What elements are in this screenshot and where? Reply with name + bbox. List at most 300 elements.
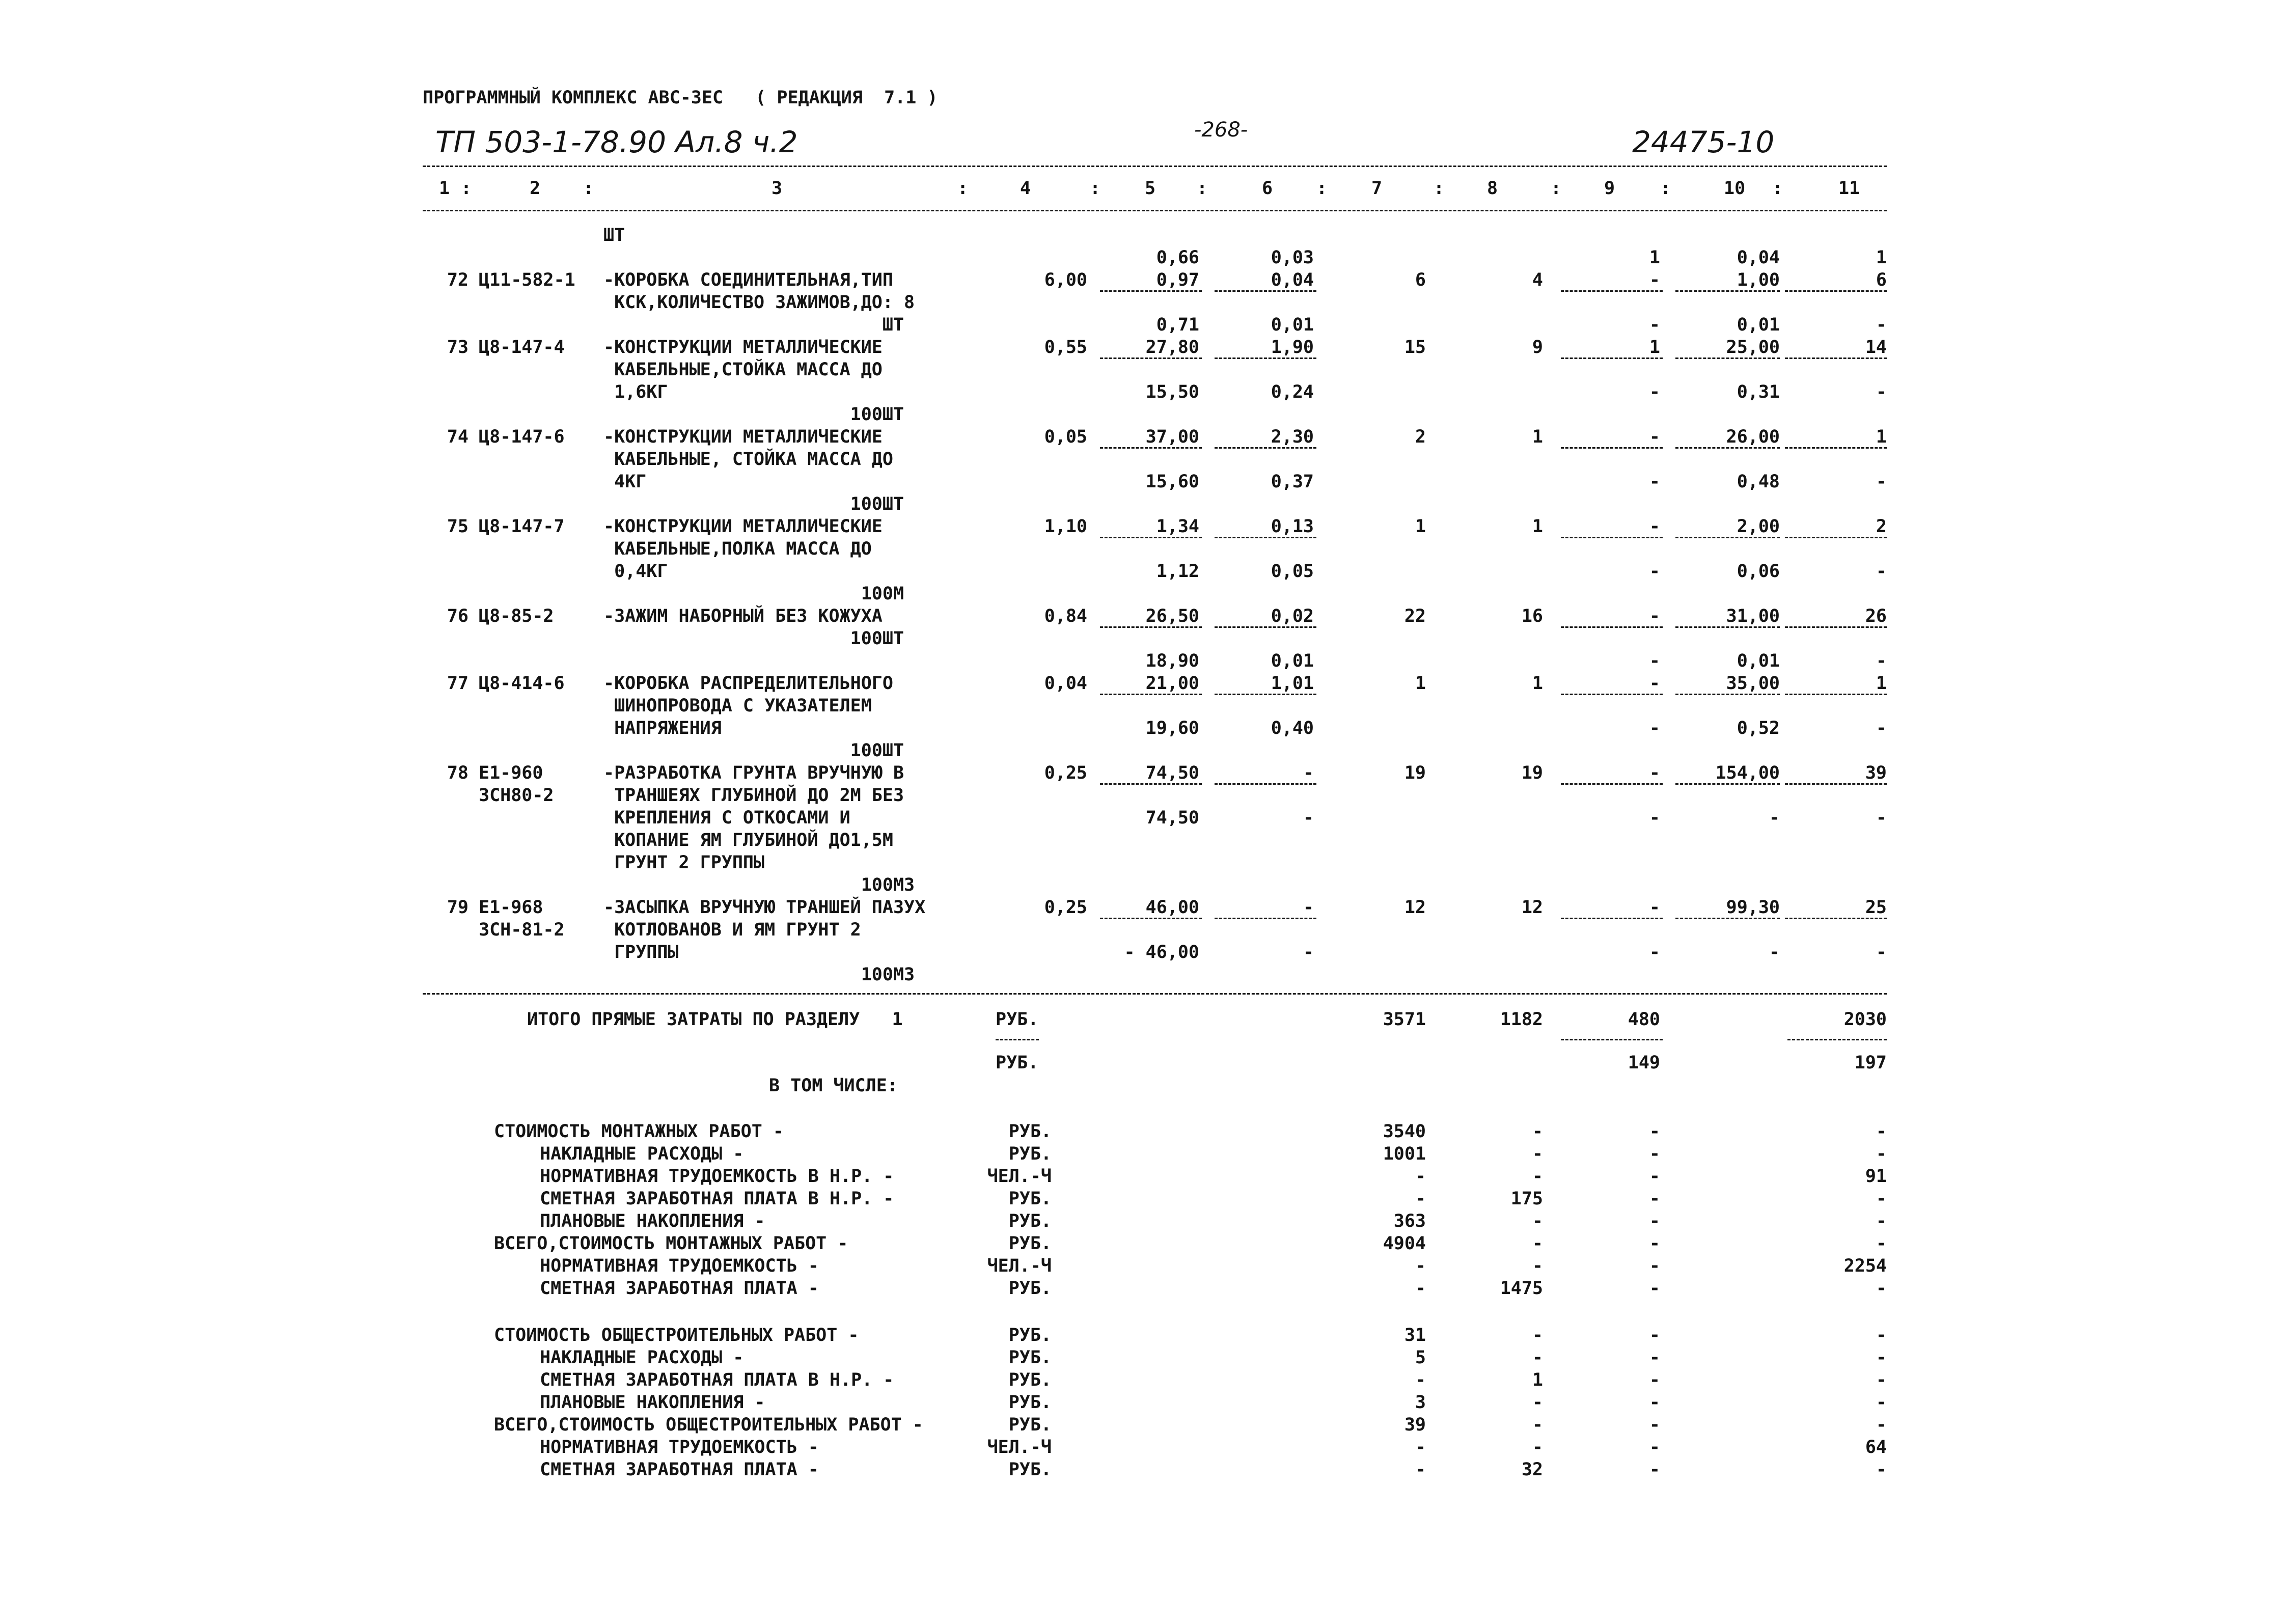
cell-c8: 1 <box>1532 673 1543 694</box>
table-row <box>0 650 2286 672</box>
c9-rule <box>1561 1039 1663 1040</box>
summary-unit: РУБ. <box>1008 1460 1052 1480</box>
summary-c11: - <box>1876 1460 1887 1480</box>
column-header-row <box>0 177 2286 200</box>
totals-c7: 3571 <box>1383 1009 1426 1030</box>
summary-c7: 363 <box>1393 1211 1426 1231</box>
summary-row <box>0 1346 2286 1369</box>
cell-c9: - <box>1649 673 1660 694</box>
summary-c7: - <box>1415 1256 1426 1276</box>
cell-c3: ГРУНТ 2 ГРУППЫ <box>603 852 765 873</box>
table-row <box>0 538 2286 560</box>
cell-c8: 16 <box>1521 606 1543 626</box>
summary-c11: - <box>1876 1233 1887 1254</box>
column-header-8: 8 <box>1487 178 1498 199</box>
cell-c10: 0,04 <box>1737 247 1780 268</box>
summary-c8: 32 <box>1521 1460 1543 1480</box>
column-separator: : <box>1772 178 1783 199</box>
summary-label: СМЕТНАЯ ЗАРАБОТНАЯ ПЛАТА В Н.Р. - <box>540 1189 894 1209</box>
cell-c6: 0,40 <box>1271 718 1314 738</box>
summary-c11: 64 <box>1865 1437 1887 1457</box>
summary-unit: РУБ. <box>1008 1347 1052 1368</box>
cell-c11: 1 <box>1876 247 1887 268</box>
summary-c7: 39 <box>1404 1415 1426 1435</box>
cell-c3: 100ШТ <box>603 628 904 649</box>
table-row <box>0 762 2286 784</box>
column-separator: : <box>1090 178 1101 199</box>
summary-c11: 91 <box>1865 1166 1887 1187</box>
cell-c3: -КОНСТРУКЦИИ МЕТАЛЛИЧЕСКИЕ <box>603 516 883 537</box>
column-header-9: 9 <box>1604 178 1615 199</box>
cell-c8: 4 <box>1532 270 1543 290</box>
cell-c3: 100ШТ <box>603 404 904 425</box>
summary-c8: 1475 <box>1500 1278 1543 1299</box>
cell-c5: 18,90 <box>1145 651 1199 671</box>
cell-c3: -РАЗРАБОТКА ГРУНТА ВРУЧНУЮ В <box>603 763 904 783</box>
cell-c3: КРЕПЛЕНИЯ С ОТКОСАМИ И <box>603 808 850 828</box>
cell-c3: -ЗАСЫПКА ВРУЧНУЮ ТРАНШЕЙ ПАЗУХ <box>603 897 926 918</box>
table-row <box>0 560 2286 583</box>
table-row <box>0 627 2286 650</box>
column-separator: : <box>1551 178 1562 199</box>
cell-c1: 75 <box>447 516 469 537</box>
summary-c8: - <box>1532 1166 1543 1187</box>
summary-c8: - <box>1532 1392 1543 1413</box>
cell-c6: 0,24 <box>1271 382 1314 402</box>
cell-c10: 0,31 <box>1737 382 1780 402</box>
cell-c7: 6 <box>1415 270 1426 290</box>
cell-c7: 22 <box>1404 606 1426 626</box>
cell-c9: - <box>1649 651 1660 671</box>
summary-row <box>0 1232 2286 1255</box>
cell-c4: 0,25 <box>1044 763 1087 783</box>
cell-c9: - <box>1649 808 1660 828</box>
cell-c6: 0,02 <box>1271 606 1314 626</box>
summary-row <box>0 1324 2286 1346</box>
table-row <box>0 336 2286 359</box>
column-separator: : <box>1316 178 1328 199</box>
totals-c9b: 149 <box>1628 1053 1660 1073</box>
cell-c2: Ц8-147-4 <box>479 337 565 357</box>
totals-c11b: 197 <box>1854 1053 1887 1073</box>
column-header-2: 2 <box>530 178 541 199</box>
table-row <box>0 717 2286 739</box>
totals-c11: 2030 <box>1843 1009 1887 1030</box>
summary-c9: - <box>1649 1121 1660 1142</box>
cell-c5: 21,00 <box>1145 673 1199 694</box>
summary-label: ПЛАНОВЫЕ НАКОПЛЕНИЯ - <box>540 1211 765 1231</box>
cell-c8: 12 <box>1521 897 1543 918</box>
cell-c2: Ц8-147-7 <box>479 516 565 537</box>
cell-c2: ЗСН-81-2 <box>479 920 565 940</box>
cell-c11: 39 <box>1865 763 1887 783</box>
table-row <box>0 381 2286 403</box>
table-row <box>0 493 2286 515</box>
cell-c8: 1 <box>1532 516 1543 537</box>
summary-c8: - <box>1532 1144 1543 1164</box>
summary-c7: - <box>1415 1370 1426 1390</box>
cell-c1: 73 <box>447 337 469 357</box>
summary-row <box>0 1369 2286 1391</box>
cell-c3: КАБЕЛЬНЫЕ,ПОЛКА МАССА ДО <box>603 539 872 559</box>
cell-c4: 0,55 <box>1044 337 1087 357</box>
sub-heading: В ТОМ ЧИСЛЕ: <box>769 1076 898 1096</box>
table-row <box>0 672 2286 695</box>
cell-c5: 37,00 <box>1145 427 1199 447</box>
summary-unit: РУБ. <box>1008 1392 1052 1413</box>
column-header-4: 4 <box>1020 178 1031 199</box>
cell-c11: - <box>1876 561 1887 582</box>
summary-label: СТОИМОСТЬ МОНТАЖНЫХ РАБОТ - <box>494 1121 784 1142</box>
summary-c8: - <box>1532 1121 1543 1142</box>
summary-row <box>0 1391 2286 1414</box>
cell-c1: 74 <box>447 427 469 447</box>
summary-c8: - <box>1532 1415 1543 1435</box>
cell-c9: - <box>1649 763 1660 783</box>
summary-unit: РУБ. <box>1008 1144 1052 1164</box>
summary-unit: ЧЕЛ.-Ч <box>987 1256 1052 1276</box>
table-row <box>0 426 2286 448</box>
summary-unit: РУБ. <box>1008 1415 1052 1435</box>
cell-c5: 27,80 <box>1145 337 1199 357</box>
summary-c8: - <box>1532 1233 1543 1254</box>
cell-c3: 100М3 <box>603 875 915 895</box>
summary-label: НАКЛАДНЫЕ РАСХОДЫ - <box>540 1347 744 1368</box>
cell-c9: - <box>1649 270 1660 290</box>
cell-c9: - <box>1649 472 1660 492</box>
summary-c11: - <box>1876 1370 1887 1390</box>
column-separator: : <box>1197 178 1208 199</box>
summary-c8: 175 <box>1510 1189 1543 1209</box>
table-row <box>0 964 2286 986</box>
c11-rule <box>1787 1039 1887 1040</box>
summary-unit: РУБ. <box>1008 1211 1052 1231</box>
cell-c3: -КОНСТРУКЦИИ МЕТАЛЛИЧЕСКИЕ <box>603 337 883 357</box>
cell-c3: КАБЕЛЬНЫЕ, СТОЙКА МАССА ДО <box>603 449 893 470</box>
cell-c4: 0,05 <box>1044 427 1087 447</box>
summary-c11: - <box>1876 1144 1887 1164</box>
summary-c9: - <box>1649 1233 1660 1254</box>
totals-c8: 1182 <box>1500 1009 1543 1030</box>
totals-row <box>0 1008 2286 1031</box>
unit-rule <box>996 1039 1039 1040</box>
cell-c3: КСК,КОЛИЧЕСТВО ЗАЖИМОВ,ДО: 8 <box>603 292 915 313</box>
cell-c5: 0,97 <box>1156 270 1199 290</box>
summary-c11: - <box>1876 1347 1887 1368</box>
cell-c4: 6,00 <box>1044 270 1087 290</box>
cell-c11: 25 <box>1865 897 1887 918</box>
cell-c9: - <box>1649 516 1660 537</box>
summary-row <box>0 1143 2286 1165</box>
cell-c3: ГРУППЫ <box>603 942 679 962</box>
cell-c11: 6 <box>1876 270 1887 290</box>
column-header-11: 11 <box>1838 178 1860 199</box>
project-code: ТП 503-1-78.90 Ал.8 ч.2 <box>435 125 798 159</box>
cell-c9: - <box>1649 427 1660 447</box>
summary-unit: РУБ. <box>1008 1278 1052 1299</box>
cell-c3: -КОРОБКА РАСПРЕДЕЛИТЕЛЬНОГО <box>603 673 893 694</box>
table-row <box>0 246 2286 269</box>
cell-c10: 0,48 <box>1737 472 1780 492</box>
cell-c9: - <box>1649 897 1660 918</box>
table-row <box>0 291 2286 314</box>
summary-unit: РУБ. <box>1008 1325 1052 1345</box>
cell-c9: - <box>1649 561 1660 582</box>
cell-c4: 1,10 <box>1044 516 1087 537</box>
summary-c8: 1 <box>1532 1370 1543 1390</box>
cell-c11: 26 <box>1865 606 1887 626</box>
summary-row <box>0 1458 2286 1481</box>
summary-label: ПЛАНОВЫЕ НАКОПЛЕНИЯ - <box>540 1392 765 1413</box>
summary-c7: - <box>1415 1278 1426 1299</box>
summary-label: НОРМАТИВНАЯ ТРУДОЕМКОСТЬ В Н.Р. - <box>540 1166 894 1187</box>
cell-c5: 19,60 <box>1145 718 1199 738</box>
cell-c11: - <box>1876 718 1887 738</box>
cell-c5: 15,50 <box>1145 382 1199 402</box>
cell-c9: - <box>1649 315 1660 335</box>
cell-c6: 0,04 <box>1271 270 1314 290</box>
cell-c10: 26,00 <box>1726 427 1780 447</box>
table-row <box>0 403 2286 426</box>
summary-c11: - <box>1876 1189 1887 1209</box>
cell-c8: 1 <box>1532 427 1543 447</box>
cell-c3: КОТЛОВАНОВ И ЯМ ГРУНТ 2 <box>603 920 861 940</box>
cell-c1: 78 <box>447 763 469 783</box>
column-header-6: 6 <box>1262 178 1273 199</box>
cell-c11: 1 <box>1876 427 1887 447</box>
cell-c3: 100М3 <box>603 965 915 985</box>
document-number: 24475-10 <box>1632 125 1775 159</box>
cell-c6: 0,01 <box>1271 315 1314 335</box>
summary-label: НОРМАТИВНАЯ ТРУДОЕМКОСТЬ - <box>540 1256 819 1276</box>
column-header-3: 3 <box>772 178 783 199</box>
cell-c5: 0,66 <box>1156 247 1199 268</box>
table-row <box>0 269 2286 291</box>
summary-label: ВСЕГО,СТОИМОСТЬ МОНТАЖНЫХ РАБОТ - <box>494 1233 848 1254</box>
summary-c11: 2254 <box>1843 1256 1887 1276</box>
summary-unit: РУБ. <box>1008 1370 1052 1390</box>
cell-c6: - <box>1303 763 1314 783</box>
table-row <box>0 695 2286 717</box>
column-header-10: 10 <box>1724 178 1746 199</box>
totals-row-2 <box>0 1052 2286 1074</box>
cell-c10: 25,00 <box>1726 337 1780 357</box>
summary-row <box>0 1414 2286 1436</box>
summary-c9: - <box>1649 1166 1660 1187</box>
summary-label: НАКЛАДНЫЕ РАСХОДЫ - <box>540 1144 744 1164</box>
summary-unit: РУБ. <box>1008 1189 1052 1209</box>
cell-c1: 77 <box>447 673 469 694</box>
column-header-1: 1 <box>439 178 450 199</box>
cell-c6: - <box>1303 808 1314 828</box>
summary-label: ВСЕГО,СТОИМОСТЬ ОБЩЕСТРОИТЕЛЬНЫХ РАБОТ - <box>494 1415 923 1435</box>
cell-c1: 72 <box>447 270 469 290</box>
summary-unit: РУБ. <box>1008 1121 1052 1142</box>
cell-c3: НАПРЯЖЕНИЯ <box>603 718 722 738</box>
cell-c3: 100М <box>603 584 904 604</box>
cell-c10: 0,01 <box>1737 651 1780 671</box>
cell-c2: Ц8-85-2 <box>479 606 554 626</box>
page-number: -268- <box>1194 118 1248 142</box>
table-row <box>0 829 2286 851</box>
cell-c7: 19 <box>1404 763 1426 783</box>
cell-c6: 0,13 <box>1271 516 1314 537</box>
summary-row <box>0 1255 2286 1277</box>
program-header: ПРОГРАММНЫЙ КОМПЛЕКС АВС-ЗЕС ( РЕДАКЦИЯ 7.1 ) <box>423 88 938 108</box>
summary-c9: - <box>1649 1325 1660 1345</box>
cell-c7: 12 <box>1404 897 1426 918</box>
summary-c7: - <box>1415 1460 1426 1480</box>
cell-c7: 2 <box>1415 427 1426 447</box>
cell-c1: 79 <box>447 897 469 918</box>
cell-c9: - <box>1649 942 1660 962</box>
summary-c7: 3 <box>1415 1392 1426 1413</box>
summary-c9: - <box>1649 1256 1660 1276</box>
summary-unit: ЧЕЛ.-Ч <box>987 1437 1052 1457</box>
summary-c9: - <box>1649 1415 1660 1435</box>
cell-c9: 1 <box>1649 247 1660 268</box>
cell-c6: 0,05 <box>1271 561 1314 582</box>
summary-c7: 31 <box>1404 1325 1426 1345</box>
cell-c5: 1,12 <box>1156 561 1199 582</box>
table-row <box>0 448 2286 471</box>
cell-c3: 100ШТ <box>603 494 904 514</box>
summary-c7: 4904 <box>1383 1233 1426 1254</box>
summary-c8: - <box>1532 1211 1543 1231</box>
cell-c2: Ц8-414-6 <box>479 673 565 694</box>
cell-c1: 76 <box>447 606 469 626</box>
column-separator: : <box>461 178 472 199</box>
cell-c10: 154,00 <box>1715 763 1780 783</box>
summary-c9: - <box>1649 1211 1660 1231</box>
summary-c9: - <box>1649 1460 1660 1480</box>
cell-c3: -КОНСТРУКЦИИ МЕТАЛЛИЧЕСКИЕ <box>603 427 883 447</box>
summary-row <box>0 1165 2286 1188</box>
summary-c9: - <box>1649 1278 1660 1299</box>
cell-c11: - <box>1876 382 1887 402</box>
totals-unit: РУБ. <box>996 1009 1039 1030</box>
cell-c7: 15 <box>1404 337 1426 357</box>
cell-c2: Е1-960 <box>479 763 543 783</box>
table-row <box>0 224 2286 246</box>
summary-c11: - <box>1876 1415 1887 1435</box>
cell-c6: - <box>1303 897 1314 918</box>
header-rule-bottom <box>423 210 1887 211</box>
totals-label: ИТОГО ПРЯМЫЕ ЗАТРАТЫ ПО РАЗДЕЛУ 1 <box>527 1009 903 1030</box>
table-row <box>0 515 2286 538</box>
cell-c7: 1 <box>1415 516 1426 537</box>
column-separator: : <box>583 178 594 199</box>
summary-row <box>0 1277 2286 1300</box>
cell-c5: 26,50 <box>1145 606 1199 626</box>
summary-c7: 1001 <box>1383 1144 1426 1164</box>
summary-row <box>0 1436 2286 1458</box>
summary-c9: - <box>1649 1144 1660 1164</box>
cell-c4: 0,84 <box>1044 606 1087 626</box>
column-header-7: 7 <box>1371 178 1383 199</box>
totals-c9: 480 <box>1628 1009 1660 1030</box>
cell-c10: - <box>1769 942 1780 962</box>
cell-c3: ШИНОПРОВОДА С УКАЗАТЕЛЕМ <box>603 696 872 716</box>
summary-c7: 3540 <box>1383 1121 1426 1142</box>
cell-c8: 9 <box>1532 337 1543 357</box>
table-row <box>0 919 2286 941</box>
summary-unit: РУБ. <box>1008 1233 1052 1254</box>
summary-label: СТОИМОСТЬ ОБЩЕСТРОИТЕЛЬНЫХ РАБОТ - <box>494 1325 859 1345</box>
cell-c10: 0,01 <box>1737 315 1780 335</box>
column-separator: : <box>1660 178 1671 199</box>
cell-c9: - <box>1649 382 1660 402</box>
cell-c5: 15,60 <box>1145 472 1199 492</box>
summary-c9: - <box>1649 1189 1660 1209</box>
cell-c3: ТРАНШЕЯХ ГЛУБИНОЙ ДО 2М БЕЗ <box>603 785 904 806</box>
cell-c2: Ц8-147-6 <box>479 427 565 447</box>
summary-c11: - <box>1876 1325 1887 1345</box>
cell-c6: 2,30 <box>1271 427 1314 447</box>
summary-c8: - <box>1532 1325 1543 1345</box>
cell-c10: - <box>1769 808 1780 828</box>
summary-c7: - <box>1415 1189 1426 1209</box>
cell-c3: 1,6КГ <box>603 382 668 402</box>
summary-row <box>0 1188 2286 1210</box>
summary-label: СМЕТНАЯ ЗАРАБОТНАЯ ПЛАТА В Н.Р. - <box>540 1370 894 1390</box>
cell-c9: - <box>1649 606 1660 626</box>
cell-c10: 0,06 <box>1737 561 1780 582</box>
column-separator: : <box>957 178 969 199</box>
summary-c11: - <box>1876 1211 1887 1231</box>
cell-c11: 2 <box>1876 516 1887 537</box>
cell-c3: 4КГ <box>603 472 647 492</box>
table-row <box>0 851 2286 874</box>
cell-c5: - 46,00 <box>1124 942 1199 962</box>
cell-c3: -ЗАЖИМ НАБОРНЫЙ БЕЗ КОЖУХА <box>603 606 883 626</box>
cell-c6: 0,01 <box>1271 651 1314 671</box>
cell-c4: 0,04 <box>1044 673 1087 694</box>
table-row <box>0 784 2286 807</box>
summary-row <box>0 1210 2286 1232</box>
summary-c7: - <box>1415 1437 1426 1457</box>
summary-c11: - <box>1876 1392 1887 1413</box>
summary-c8: - <box>1532 1256 1543 1276</box>
cell-c7: 1 <box>1415 673 1426 694</box>
table-row <box>0 896 2286 919</box>
table-row <box>0 941 2286 964</box>
cell-c6: - <box>1303 942 1314 962</box>
summary-c9: - <box>1649 1437 1660 1457</box>
cell-c9: - <box>1649 718 1660 738</box>
column-separator: : <box>1434 178 1445 199</box>
cell-c11: - <box>1876 472 1887 492</box>
cell-c5: 46,00 <box>1145 897 1199 918</box>
summary-label: СМЕТНАЯ ЗАРАБОТНАЯ ПЛАТА - <box>540 1278 819 1299</box>
table-row <box>0 359 2286 381</box>
cell-c5: 74,50 <box>1145 763 1199 783</box>
summary-label: СМЕТНАЯ ЗАРАБОТНАЯ ПЛАТА - <box>540 1460 819 1480</box>
summary-c9: - <box>1649 1370 1660 1390</box>
summary-c9: - <box>1649 1392 1660 1413</box>
summary-c7: - <box>1415 1166 1426 1187</box>
table-row <box>0 739 2286 762</box>
summary-label: НОРМАТИВНАЯ ТРУДОЕМКОСТЬ - <box>540 1437 819 1457</box>
cell-c10: 99,30 <box>1726 897 1780 918</box>
cell-c3: -КОРОБКА СОЕДИНИТЕЛЬНАЯ,ТИП <box>603 270 893 290</box>
cell-c2: Ц11-582-1 <box>479 270 575 290</box>
summary-c11: - <box>1876 1121 1887 1142</box>
cell-c9: 1 <box>1649 337 1660 357</box>
cell-c6: 1,90 <box>1271 337 1314 357</box>
table-row <box>0 314 2286 336</box>
summary-c8: - <box>1532 1437 1543 1457</box>
